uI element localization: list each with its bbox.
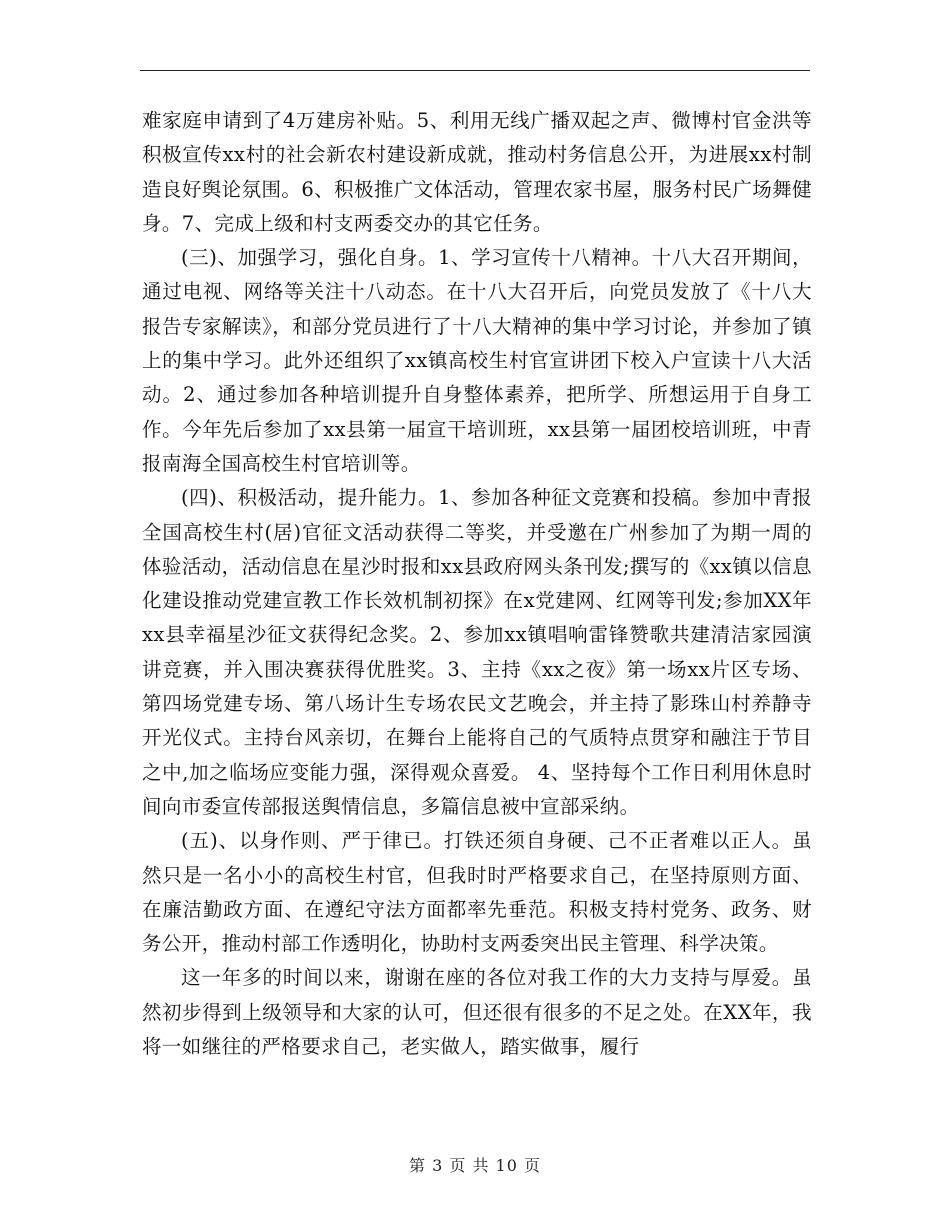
paragraph-closing: 这一年多的时间以来，谢谢在座的各位对我工作的大力支持与厚爱。虽然初步得到上级领导和大家的认可，但还很有很多的不足之处。在XX年，我将一如继往的严格要求自己，老实做人，踏实做事，履行 xyxy=(142,966,812,1059)
document-body xyxy=(142,104,812,1064)
paragraph-section-five: (五)、以身作则、严于律已。打铁还须自身硬、己不正者难以正人。虽然只是一名小小的高校生村官，但我时时严格要求自己，在坚持原则方面、在廉洁勤政方面、在遵纪守法方面都率先垂范。积极支持村党务、政务、财务公开，推动村部工作透明化，协助村支两委突出民主管理、科学决策。 xyxy=(142,829,812,956)
page-number-footer: 第 3 页 共 10 页 xyxy=(409,1156,541,1175)
paragraph-continuation: 难家庭申请到了4万建房补贴。5、利用无线广播双起之声、微博村官金洪等积极宣传xx村的社会新农村建设新成就，推动村务信息公开，为进展xx村制造良好舆论氛围。6、积极推广文体活动，管理农家书屋，服务村民广场舞健身。7、完成上级和村支两委交办的其它任务。 xyxy=(142,109,812,235)
paragraph-section-four: (四)、积极活动，提升能力。1、参加各种征文竞赛和投稿。参加中青报全国高校生村(居)官征文活动获得二等奖，并受邀在广州参加了为期一周的体验活动，活动信息在星沙时报和xx县政府网头条刊发;撰写的《xx镇以信息化建设推动党建宣教工作长效机制初探》在x党建网、红网等刊发;参加XX年xx县幸福星沙征文获得纪念奖。2、参加xx镇唱响雷锋赞歌共建清洁家园演讲竞赛，并入围决赛获得优胜奖。3、主持《xx之夜》第一场xx片区专场、第四场党建专场、第八场计生专场农民文艺晚会，并主持了影珠山村养静寺开光仪式。主持台风亲切，在舞台上能将自己的气质特点贯穿和融注于节目之中,加之临场应变能力强，深得观众喜爱。 4、坚持每个工作日利用休息时间向市委宣传部报送舆情信息，多篇信息被中宣部采纳。 xyxy=(142,486,812,818)
paragraph-section-three: (三)、加强学习，强化自身。1、学习宣传十八精神。十八大召开期间，通过电视、网络等关注十八动态。在十八大召开后，向党员发放了《十八大报告专家解读》，和部分党员进行了十八大精神的集中学习讨论，并参加了镇上的集中学习。此外还组织了xx镇高校生村官宣讲团下校入户宣读十八大活动。2、通过参加各种培训提升自身整体素养，把所学、所想运用于自身工作。今年先后参加了xx县第一届宣干培训班，xx县第一届团校培训班，中青报南海全国高校生村官培训等。 xyxy=(142,246,812,475)
header-rule xyxy=(140,70,810,71)
